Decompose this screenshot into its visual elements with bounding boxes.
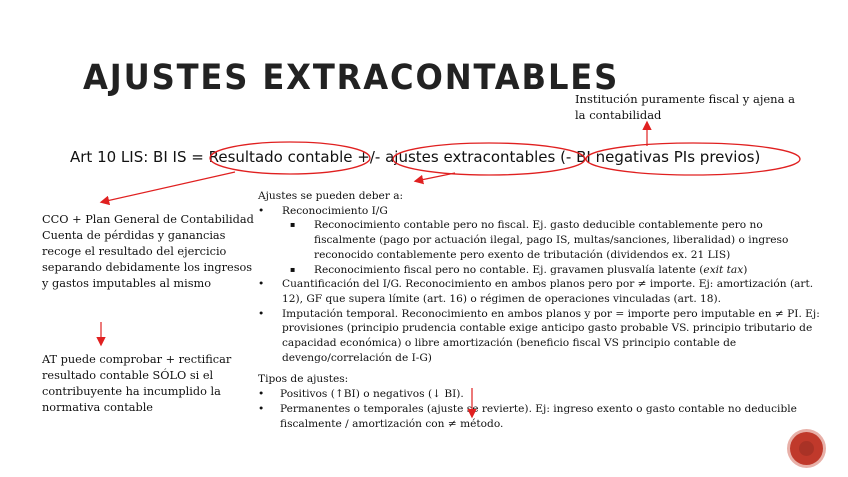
formula-resultado: Resultado contable — [208, 148, 353, 166]
sub-bullet-close: ) — [743, 263, 748, 276]
bullet-icon: • — [258, 307, 265, 320]
tipos-positivos: Positivos (↑BI) o negativos (↓ BI). — [280, 388, 464, 401]
left-block-cco: CCO + Plan General de Contabilidad Cuenta de pérdidas y ganancias recoge el resultado del ejercicio separando debidamente los ingresos y gastos imputables al mismo — [42, 213, 254, 290]
left-block-at: AT puede comprobar + rectificar resultado contable SÓLO si el contribuyente ha incumplido la normativa contable — [42, 353, 232, 414]
formula-sep2: (- — [555, 148, 577, 166]
formula-sep1: +/- — [352, 148, 386, 166]
arrow-to-cco — [102, 172, 235, 202]
bullet-reconocimiento: Reconocimiento I/G — [282, 204, 388, 217]
bullet-imputacion: Imputación temporal. Reconocimiento en ambos planos y por = importe pero imputable en ≠ PI. Ej: provisiones (principio prudencia contable exige anticipo gasto probable VS. principio tributario de capacidad económica) o libre amortización (beneficio fiscal VS principio contable de devengo/correlación de I-G) — [282, 307, 820, 364]
tipos-heading: Tipos de ajustes: — [258, 373, 349, 386]
formula-bi-negativas: BI negativas PIs previos — [576, 148, 755, 166]
ellipse-ajustes — [393, 143, 585, 175]
sub-bullet-contable: Reconocimiento contable pero no fiscal. Ej. gasto deducible contablemente pero no fiscalmente (pago por actuación ilegal, pago IS, multas/sanciones, liberalidad) o ingreso reconocido contablemente pero exento de tributación (dividendos ex. 21 LIS) — [314, 219, 789, 261]
bullet-icon: • — [258, 204, 265, 217]
ellipse-bi-negativas — [586, 143, 800, 175]
bullet-icon: • — [258, 278, 265, 291]
sub-bullet-icon: ▪ — [290, 220, 296, 230]
institution-callout: Institución puramente fiscal y ajena a la contabilidad — [575, 92, 795, 122]
slide-title: AJUSTES EXTRACONTABLES — [83, 58, 620, 98]
bullet-icon: • — [258, 402, 265, 415]
logo-circle-icon — [790, 432, 823, 465]
formula-prefix: Art 10 LIS: BI IS = — [70, 148, 209, 166]
tipos-permanentes: Permanentes o temporales (ajuste se revierte). Ej: ingreso exento o gasto contable no deducible fiscalmente / amortización con ≠ método. — [280, 402, 797, 430]
arrow-to-ajustes-list — [416, 173, 455, 181]
ellipse-resultado — [210, 142, 370, 174]
sub-bullet-fiscal: Reconocimiento fiscal pero no contable. Ej. gravamen plusvalía latente ( — [314, 263, 704, 276]
formula-ajustes: ajustes extracontables — [385, 148, 556, 166]
sub-bullet-exit-tax: exit tax — [703, 263, 744, 276]
formula-suffix: ) — [754, 148, 761, 166]
bullet-icon: • — [258, 388, 265, 401]
sub-bullet-icon: ▪ — [290, 264, 296, 274]
main-intro: Ajustes se pueden deber a: — [258, 190, 404, 202]
bullet-cuantificacion: Cuantificación del I/G. Reconocimiento en ambos planos pero por ≠ importe. Ej: amortización (art. 12), GF que supera límite (art. 16) o régimen de operaciones vinculadas (art. 18). — [282, 278, 814, 305]
